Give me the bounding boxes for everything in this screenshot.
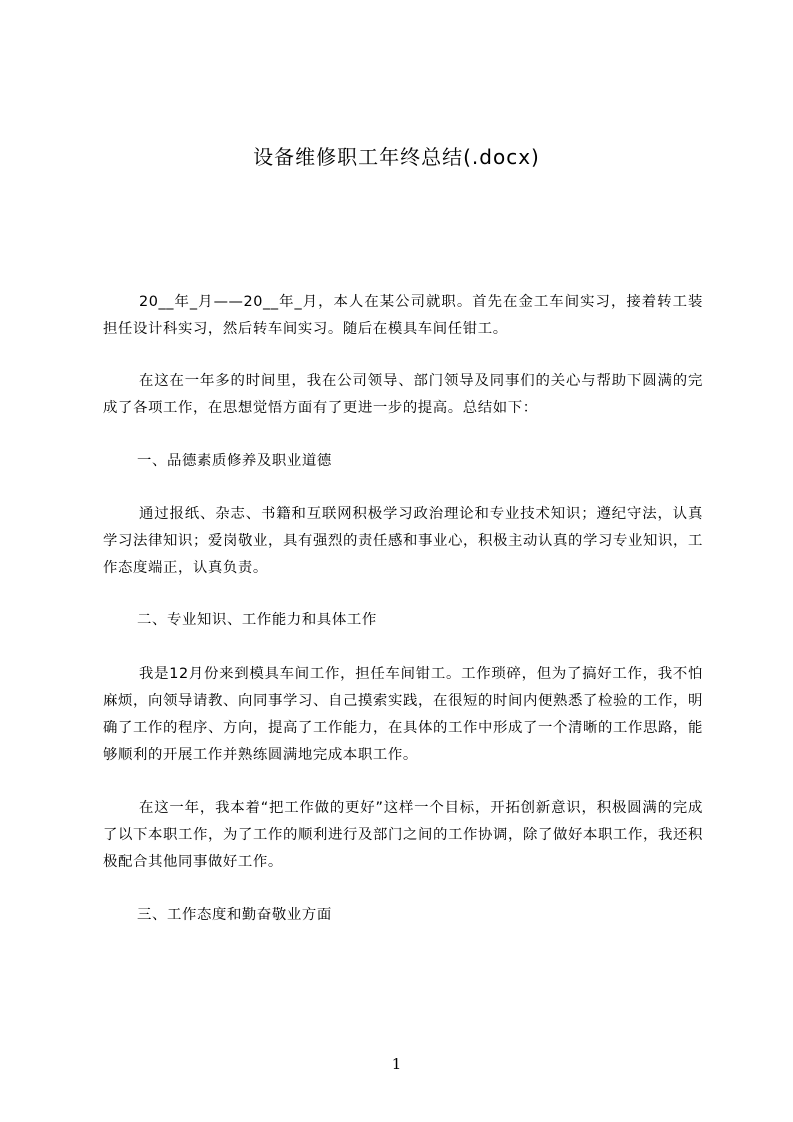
- section-heading-ethics: 一、品德素质修养及职业道德: [137, 453, 332, 469]
- paragraph-employment-history: 20__年_月——20__年_月，本人在某公司就职。首先在金工车间实习，接着转工装担任设计科实习，然后转车间实习。随后在模具车间任钳工。: [103, 294, 703, 337]
- paragraph-summary-intro: 在这在一年多的时间里，我在公司领导、部门领导及同事们的关心与帮助下圆满的完成了各项工作，在思想觉悟方面有了更进一步的提高。总结如下：: [103, 373, 703, 416]
- section-heading-skills: 二、专业知识、工作能力和具体工作: [137, 612, 377, 628]
- document-title: 设备维修职工年终总结(.docx): [253, 145, 540, 169]
- section-heading-attitude: 三、工作态度和勤奋敬业方面: [137, 907, 332, 923]
- paragraph-skills: 我是12月份来到模具车间工作，担任车间钳工。工作琐碎，但为了搞好工作，我不怕麻烦，向领导请教、向同事学习、自己摸索实践，在很短的时间内便熟悉了检验的工作，明确了工作的程序、方向，提高了工作能力，在具体的工作中形成了一个清晰的工作思路，能够顺利的开展工作并熟练圆满地完成本职工作。: [103, 666, 703, 763]
- paragraph-ethics: 通过报纸、杂志、书籍和互联网积极学习政治理论和专业技术知识；遵纪守法，认真学习法律知识；爱岗敬业，具有强烈的责任感和事业心，积极主动认真的学习专业知识，工作态度端正，认真负责。: [103, 506, 703, 576]
- page-number: 1: [391, 1055, 402, 1073]
- paragraph-goals: 在这一年，我本着“把工作做的更好”这样一个目标，开拓创新意识，积极圆满的完成了以下本职工作，为了工作的顺利进行及部门之间的工作协调，除了做好本职工作，我还积极配合其他同事做好工作。: [103, 800, 703, 870]
